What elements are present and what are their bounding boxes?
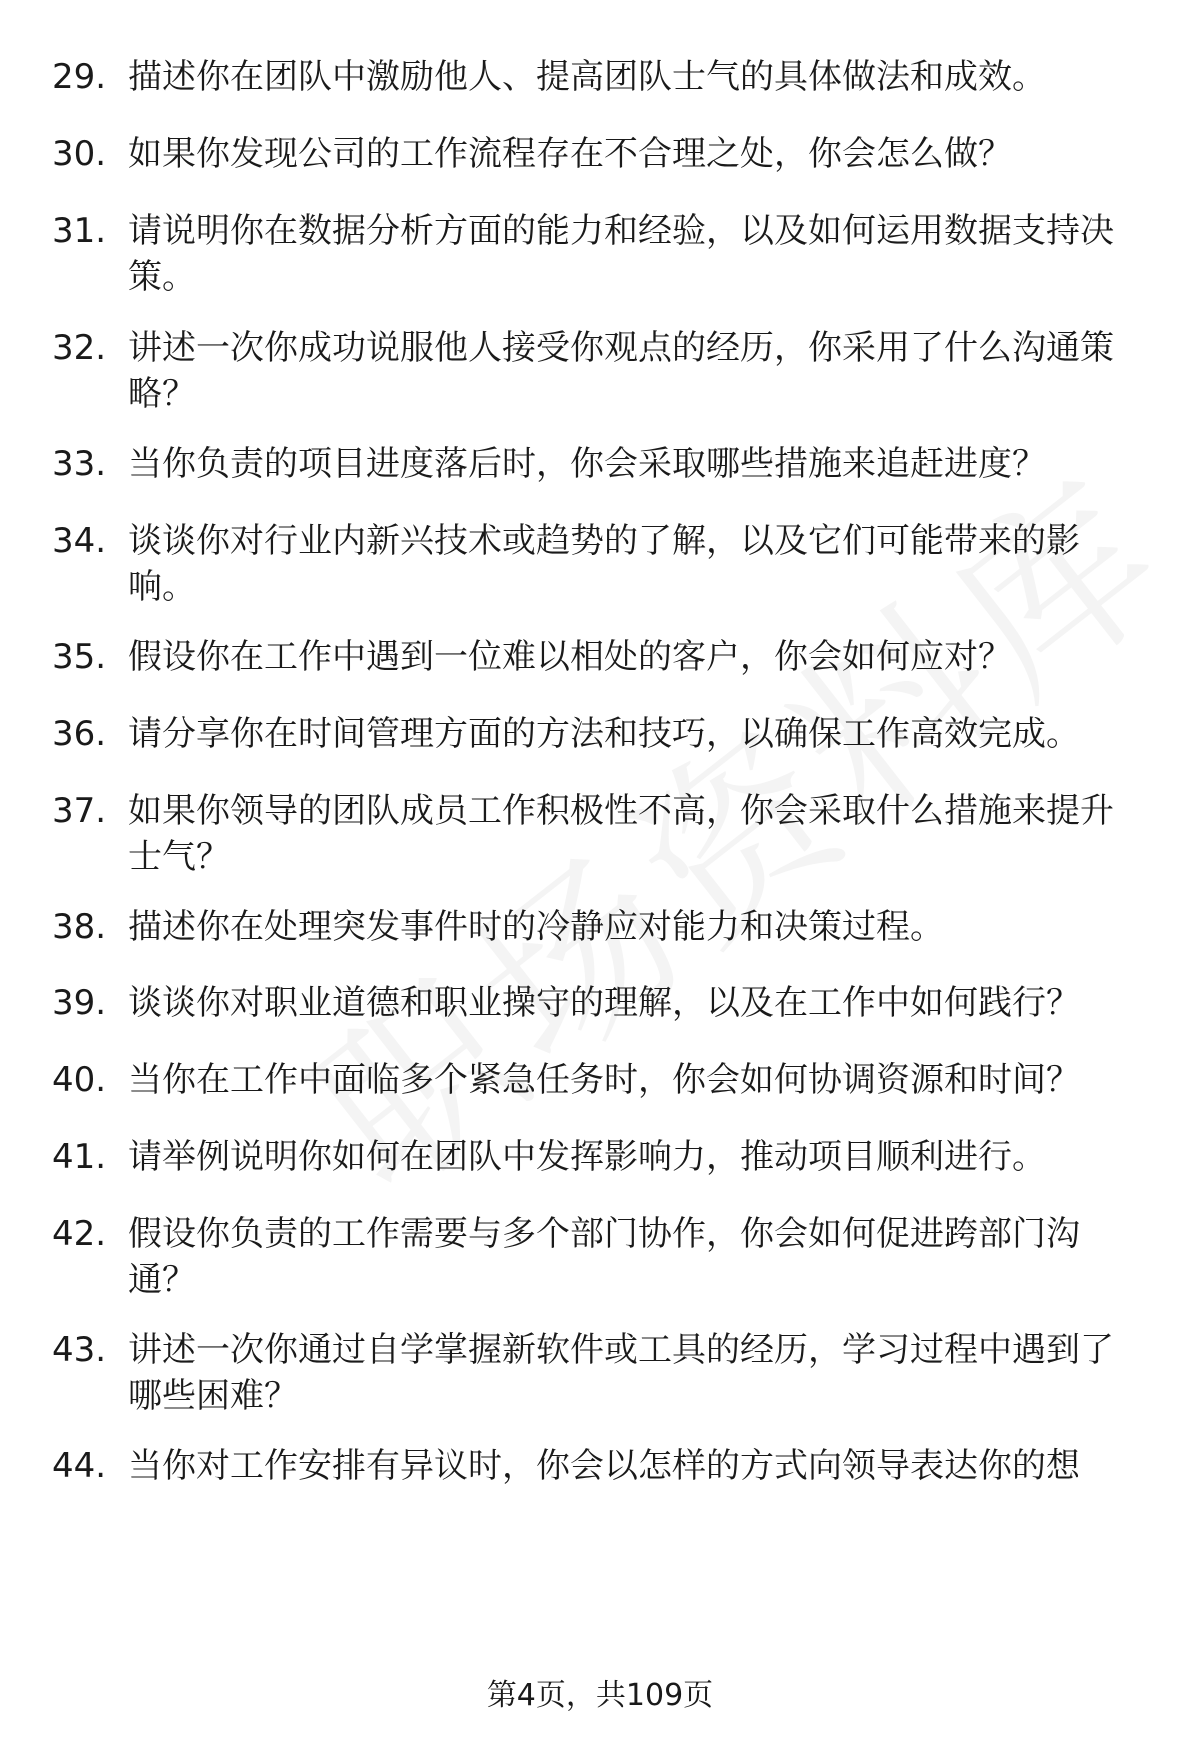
item-number: 30. — [52, 134, 107, 174]
list-item — [52, 208, 1152, 300]
item-number: 44. — [52, 1446, 107, 1486]
item-number: 43. — [52, 1330, 107, 1370]
list-item — [52, 788, 1152, 880]
list-item — [52, 518, 1152, 610]
item-text: 当你负责的项目进度落后时，你会采取哪些措施来追赶进度？ — [128, 444, 1046, 484]
list-item — [52, 54, 1152, 100]
list-item — [52, 980, 1152, 1026]
item-text: 谈谈你对行业内新兴技术或趋势的了解，以及它们可能带来的影响。 — [128, 521, 1080, 607]
item-text: 当你对工作安排有异议时，你会以怎样的方式向领导表达你的想 — [128, 1446, 1080, 1486]
item-number: 40. — [52, 1060, 107, 1100]
item-number: 32. — [52, 328, 107, 368]
item-number: 39. — [52, 983, 107, 1023]
item-number: 42. — [52, 1214, 107, 1254]
list-item — [52, 904, 1152, 950]
item-number: 37. — [52, 791, 107, 831]
item-text: 当你在工作中面临多个紧急任务时，你会如何协调资源和时间？ — [128, 1060, 1080, 1100]
item-text: 请说明你在数据分析方面的能力和经验，以及如何运用数据支持决策。 — [128, 211, 1114, 297]
item-text: 谈谈你对职业道德和职业操守的理解，以及在工作中如何践行？ — [128, 983, 1080, 1023]
item-number: 36. — [52, 714, 107, 754]
list-item — [52, 634, 1152, 680]
item-number: 41. — [52, 1137, 107, 1177]
item-text: 描述你在团队中激励他人、提高团队士气的具体做法和成效。 — [128, 57, 1046, 97]
page-footer: 第4页，共109页 — [486, 1678, 714, 1713]
item-number: 33. — [52, 444, 107, 484]
item-number: 31. — [52, 211, 107, 251]
list-item — [52, 1134, 1152, 1180]
list-item — [52, 325, 1152, 417]
list-item — [52, 1443, 1152, 1489]
list-item — [52, 1211, 1152, 1303]
item-number: 38. — [52, 907, 107, 947]
list-item — [52, 441, 1152, 487]
item-text: 讲述一次你成功说服他人接受你观点的经历，你采用了什么沟通策略？ — [128, 328, 1114, 414]
list-item — [52, 711, 1152, 757]
list-item — [52, 131, 1152, 177]
item-number: 29. — [52, 57, 107, 97]
item-text: 如果你领导的团队成员工作积极性不高，你会采取什么措施来提升士气？ — [128, 791, 1114, 877]
item-text: 假设你负责的工作需要与多个部门协作，你会如何促进跨部门沟通？ — [128, 1214, 1080, 1300]
item-text: 假设你在工作中遇到一位难以相处的客户，你会如何应对？ — [128, 637, 1012, 677]
list-item — [52, 1057, 1152, 1103]
item-number: 34. — [52, 521, 107, 561]
item-text: 请举例说明你如何在团队中发挥影响力，推动项目顺利进行。 — [128, 1137, 1046, 1177]
item-number: 35. — [52, 637, 107, 677]
item-text: 描述你在处理突发事件时的冷静应对能力和决策过程。 — [128, 907, 944, 947]
item-text: 如果你发现公司的工作流程存在不合理之处，你会怎么做？ — [128, 134, 1012, 174]
item-text: 请分享你在时间管理方面的方法和技巧，以确保工作高效完成。 — [128, 714, 1080, 754]
list-item — [52, 1327, 1152, 1419]
item-text: 讲述一次你通过自学掌握新软件或工具的经历，学习过程中遇到了哪些困难？ — [128, 1330, 1114, 1416]
